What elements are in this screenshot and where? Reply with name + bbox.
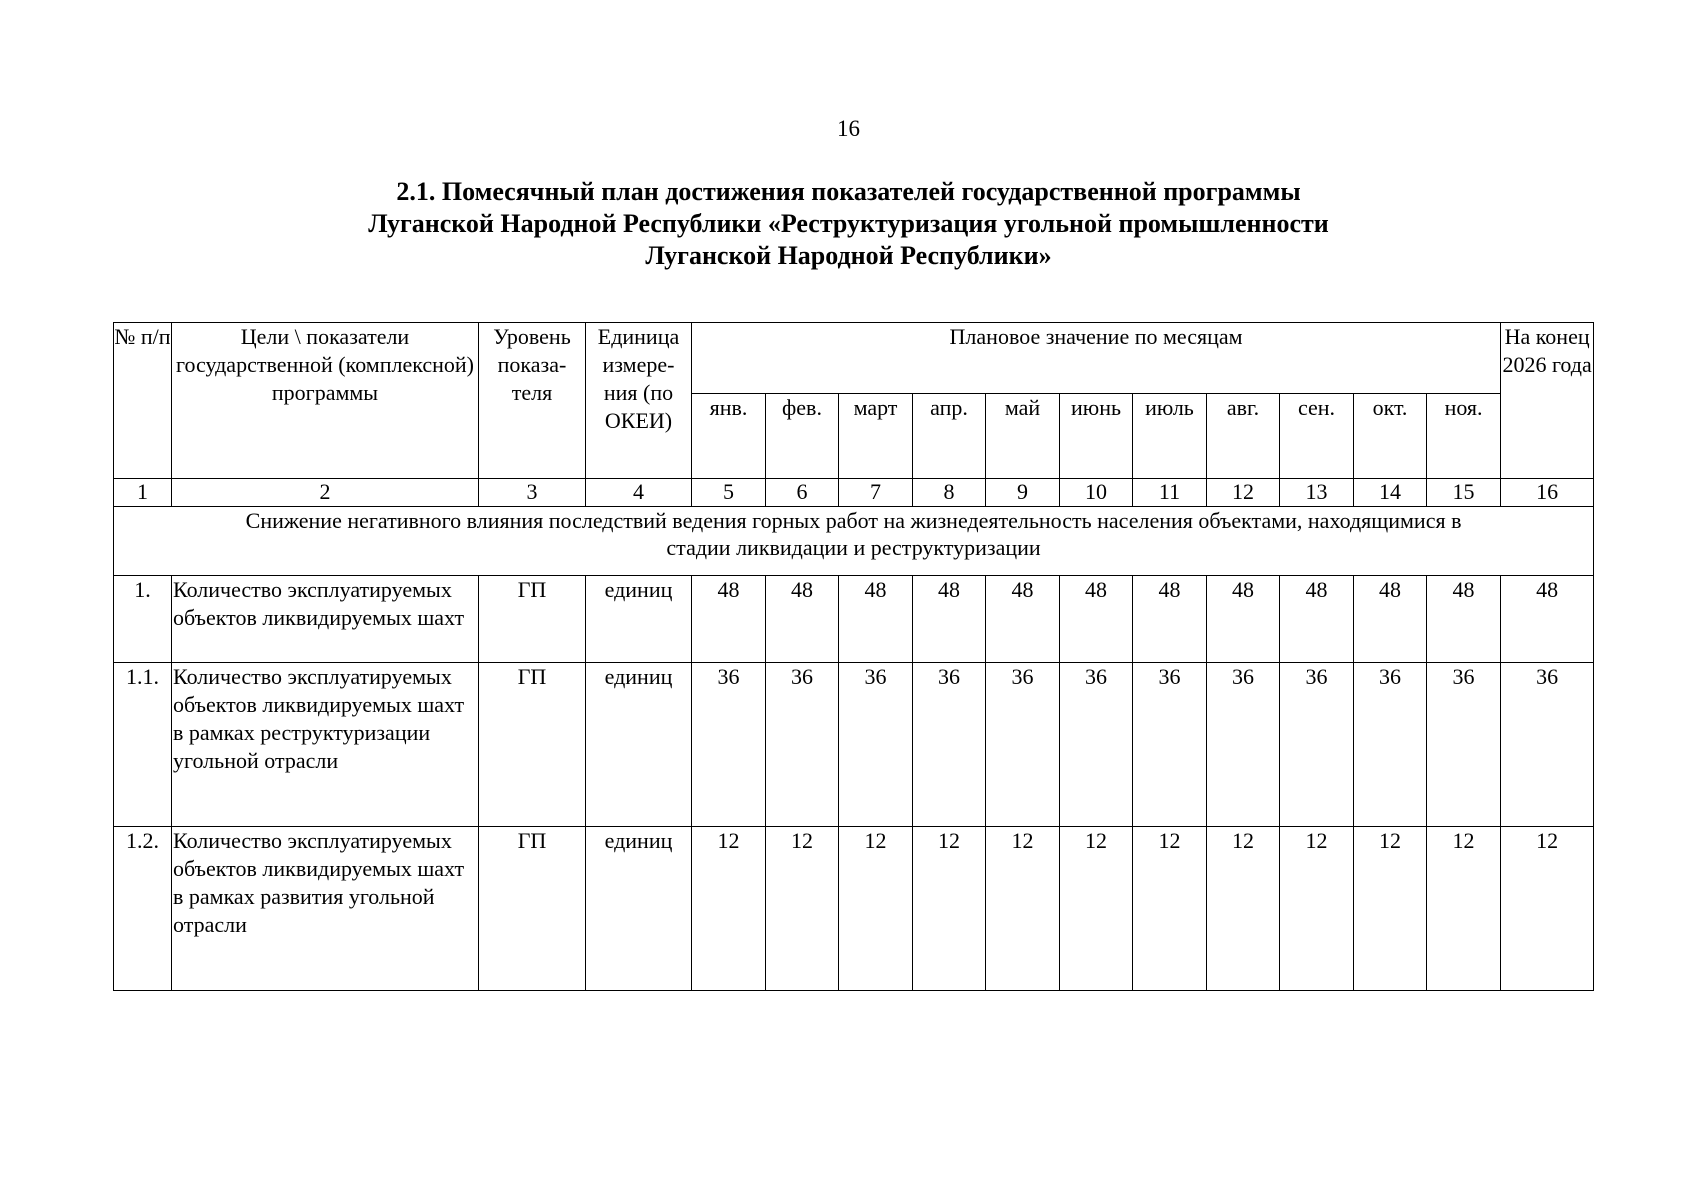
row-month-value: 48 bbox=[1207, 576, 1280, 663]
table-row bbox=[114, 663, 1594, 827]
table-row bbox=[114, 827, 1594, 991]
row-month-value: 12 bbox=[766, 827, 839, 991]
row-month-value: 36 bbox=[1427, 663, 1501, 827]
column-number: 10 bbox=[1060, 479, 1133, 507]
title-line: Луганской Народной Республики «Реструктуризация угольной промышленности bbox=[368, 209, 1329, 238]
header-goal: Цели \ показатели государственной (комплексной) программы bbox=[172, 323, 479, 479]
row-month-value: 48 bbox=[766, 576, 839, 663]
row-month-value: 48 bbox=[1354, 576, 1427, 663]
row-month-value: 36 bbox=[1060, 663, 1133, 827]
column-number: 6 bbox=[766, 479, 839, 507]
row-month-value: 12 bbox=[1060, 827, 1133, 991]
row-month-value: 48 bbox=[839, 576, 913, 663]
row-month-value: 36 bbox=[766, 663, 839, 827]
page-number: 16 bbox=[837, 116, 860, 141]
monthly-plan-table bbox=[113, 322, 1594, 991]
column-number: 11 bbox=[1133, 479, 1207, 507]
section-title: Снижение негативного влияния последствий ведения горных работ на жизнедеятельность населения объектами, находящимися в стадии ликвидации и реструктуризации bbox=[114, 507, 1594, 576]
header-month: июнь bbox=[1060, 394, 1133, 479]
header-month: май bbox=[986, 394, 1060, 479]
column-number: 14 bbox=[1354, 479, 1427, 507]
row-indicator-name: Количество эксплуатируемых объектов ликвидируемых шахт в рамках развития угольной отрасли bbox=[172, 827, 479, 991]
column-number: 16 bbox=[1501, 479, 1594, 507]
header-monthly: Плановое значение по месяцам bbox=[692, 323, 1501, 394]
header-row bbox=[114, 323, 1594, 394]
row-month-value: 12 bbox=[1280, 827, 1354, 991]
row-end-value: 48 bbox=[1501, 576, 1594, 663]
row-month-value: 12 bbox=[1133, 827, 1207, 991]
row-month-value: 36 bbox=[986, 663, 1060, 827]
document-title bbox=[0, 176, 1697, 272]
row-month-value: 36 bbox=[1133, 663, 1207, 827]
row-indicator-name: Количество эксплуатируемых объектов ликвидируемых шахт в рамках реструктуризации угольной отрасли bbox=[172, 663, 479, 827]
header-end-of-year: На конец 2026 года bbox=[1501, 323, 1594, 479]
header-unit: Единица измере-ния (по ОКЕИ) bbox=[586, 323, 692, 479]
header-month: июль bbox=[1133, 394, 1207, 479]
row-month-value: 12 bbox=[986, 827, 1060, 991]
column-number: 9 bbox=[986, 479, 1060, 507]
row-level: ГП bbox=[479, 576, 586, 663]
row-end-value: 12 bbox=[1501, 827, 1594, 991]
row-month-value: 12 bbox=[913, 827, 986, 991]
row-num: 1.1. bbox=[114, 663, 172, 827]
column-number: 3 bbox=[479, 479, 586, 507]
header-month: фев. bbox=[766, 394, 839, 479]
header-month: авг. bbox=[1207, 394, 1280, 479]
header-month: сен. bbox=[1280, 394, 1354, 479]
row-unit: единиц bbox=[586, 663, 692, 827]
row-month-value: 48 bbox=[1280, 576, 1354, 663]
row-level: ГП bbox=[479, 827, 586, 991]
header-month: ноя. bbox=[1427, 394, 1501, 479]
header-level: Уровень показа-теля bbox=[479, 323, 586, 479]
column-number: 1 bbox=[114, 479, 172, 507]
title-line: Луганской Народной Республики» bbox=[645, 241, 1052, 270]
row-month-value: 48 bbox=[986, 576, 1060, 663]
section-row bbox=[114, 507, 1594, 576]
row-month-value: 12 bbox=[1354, 827, 1427, 991]
row-month-value: 48 bbox=[1427, 576, 1501, 663]
column-number: 13 bbox=[1280, 479, 1354, 507]
column-number: 5 bbox=[692, 479, 766, 507]
column-number: 4 bbox=[586, 479, 692, 507]
column-number: 15 bbox=[1427, 479, 1501, 507]
row-month-value: 36 bbox=[1207, 663, 1280, 827]
column-number: 8 bbox=[913, 479, 986, 507]
header-month: янв. bbox=[692, 394, 766, 479]
row-month-value: 36 bbox=[839, 663, 913, 827]
row-num: 1.2. bbox=[114, 827, 172, 991]
row-month-value: 12 bbox=[1207, 827, 1280, 991]
row-month-value: 36 bbox=[1280, 663, 1354, 827]
row-unit: единиц bbox=[586, 827, 692, 991]
column-number: 12 bbox=[1207, 479, 1280, 507]
column-numbers-row bbox=[114, 479, 1594, 507]
row-month-value: 36 bbox=[913, 663, 986, 827]
column-number: 7 bbox=[839, 479, 913, 507]
row-unit: единиц bbox=[586, 576, 692, 663]
header-month: апр. bbox=[913, 394, 986, 479]
row-level: ГП bbox=[479, 663, 586, 827]
row-month-value: 12 bbox=[839, 827, 913, 991]
header-num: № п/п bbox=[114, 323, 172, 479]
row-end-value: 36 bbox=[1501, 663, 1594, 827]
row-num: 1. bbox=[114, 576, 172, 663]
row-month-value: 36 bbox=[1354, 663, 1427, 827]
column-number: 2 bbox=[172, 479, 479, 507]
table-row bbox=[114, 576, 1594, 663]
row-month-value: 48 bbox=[1060, 576, 1133, 663]
title-line: 2.1. Помесячный план достижения показателей государственной программы bbox=[396, 177, 1301, 206]
row-month-value: 12 bbox=[1427, 827, 1501, 991]
row-month-value: 36 bbox=[692, 663, 766, 827]
row-month-value: 48 bbox=[1133, 576, 1207, 663]
row-month-value: 48 bbox=[913, 576, 986, 663]
row-month-value: 48 bbox=[692, 576, 766, 663]
row-month-value: 12 bbox=[692, 827, 766, 991]
header-month: март bbox=[839, 394, 913, 479]
row-indicator-name: Количество эксплуатируемых объектов ликвидируемых шахт bbox=[172, 576, 479, 663]
header-month: окт. bbox=[1354, 394, 1427, 479]
